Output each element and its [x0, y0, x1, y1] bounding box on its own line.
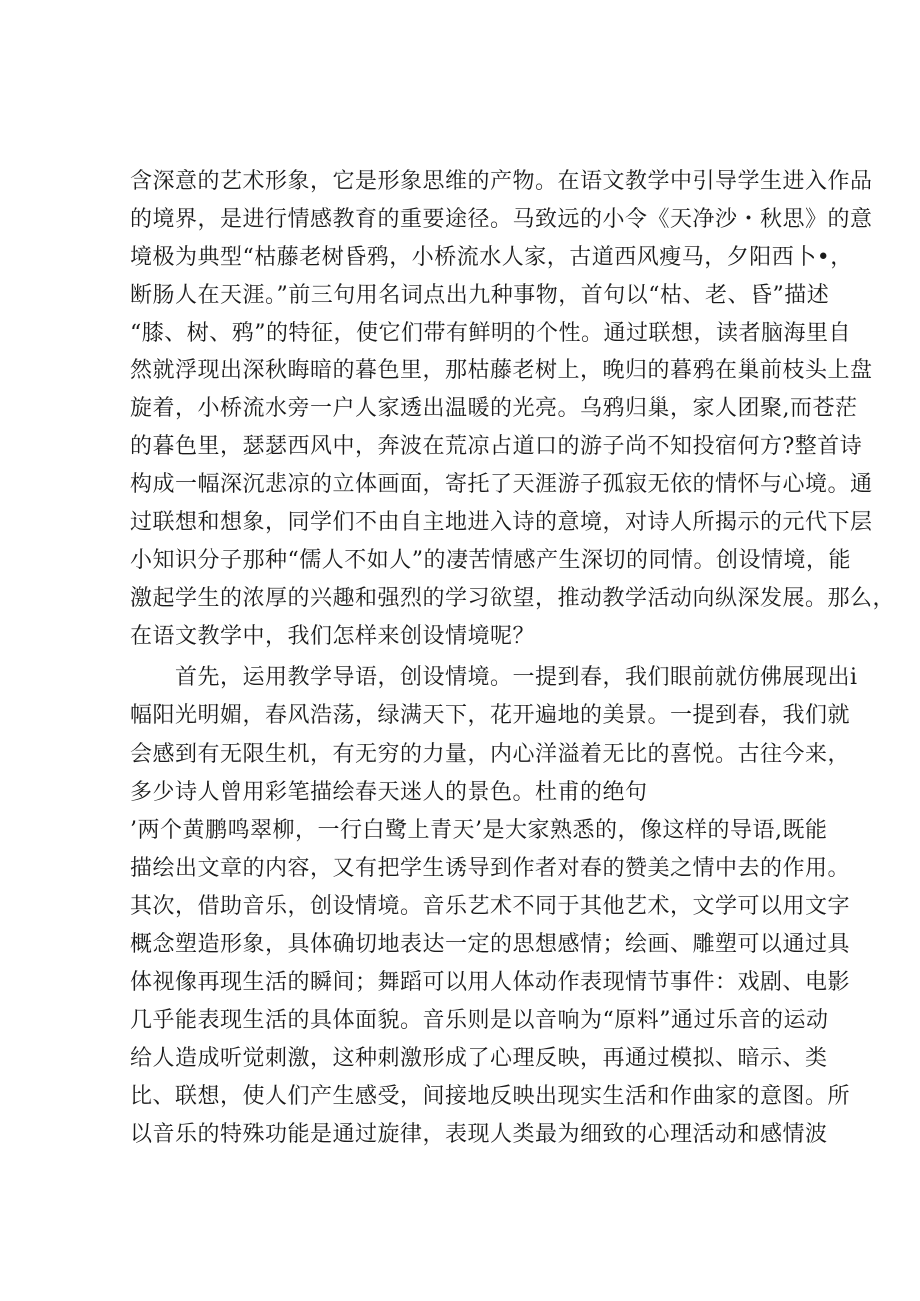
text-line: 的暮色里，瑟瑟西风中，奔波在荒凉占道口的游子尚不知投宿何方?整首诗: [130, 434, 863, 459]
text-line: 的境界，是进行情感教育的重要途径。马致远的小令《天净沙・秋思》的意: [130, 207, 873, 232]
text-line: 比、联想，使人们产生感受，间接地反映出现实生活和作曲家的意图。所: [130, 1084, 851, 1109]
text-line: 多少诗人曾用彩笔描绘春天迷人的景色。杜甫的绝句: [130, 780, 648, 805]
text-line: ’两个黄鹏鸣翠柳，一行白鹭上青天’是大家熟悉的，像这样的导语,既能: [130, 818, 828, 843]
text-line: 描绘出文章的内容，又有把学生诱导到作者对春的赞美之情中去的作用。: [130, 856, 851, 881]
text-line: 过联想和想象，同学们不由自主地进入诗的意境，对诗人所揭示的元代下层: [130, 510, 873, 535]
text-line: 构成一幅深沉悲凉的立体画面，寄托了天涯游子孤寂无依的情怀与心境。通: [130, 472, 873, 497]
text-line: 境极为典型“枯藤老树昏鸦，小桥流水人家，古道西风瘦马，夕阳西卜•，: [130, 245, 853, 270]
text-line: “膝、树、鸦”的特征，使它们带有鲜明的个性。通过联想，读者脑海里自: [130, 321, 851, 346]
text-line: 激起学生的浓厚的兴趣和强烈的学习欲望，推动教学活动向纵深发展。那么，: [130, 586, 896, 611]
text-line: 几乎能表现生活的具体面貌。音乐则是以音响为“原料”通过乐音的运动: [130, 1008, 829, 1033]
text-line: 概念塑造形象，具体确切地表达一定的思想感情；绘画、雕塑可以通过具: [130, 932, 851, 957]
text-line: 给人造成听觉刺激，这种刺激形成了心理反映，再通过模拟、暗示、类: [130, 1046, 828, 1071]
text-line: 旋着，小桥流水旁一户人家透出温暖的光亮。乌鸦归巢，家人团聚,而苍茫: [130, 396, 858, 421]
text-line: 然就浮现出深秋晦暗的暮色里，那枯藤老树上，晚归的暮鸦在巢前枝头上盘: [130, 358, 873, 383]
text-line: 小知识分子那种“儒人不如人”的凄苦情感产生深切的同情。创设情境，能: [130, 548, 851, 573]
text-line: 体视像再现生活的瞬间；舞蹈可以用人体动作表现情节事件：戏剧、电影: [130, 970, 851, 995]
text-line: 会感到有无限生机，有无穷的力量，内心洋溢着无比的喜悦。古往今来，: [130, 742, 851, 767]
text-line: 其次，借助音乐，创设情境。音乐艺术不同于其他艺术，文学可以用文字: [130, 894, 851, 919]
text-line: 幅阳光明媚，春风浩荡，绿满天下，花开遍地的美景。一提到春，我们就: [130, 703, 851, 728]
text-line: 以音乐的特殊功能是通过旋律，表现人类最为细致的心理活动和感情波: [130, 1122, 828, 1147]
text-line: 断肠人在天涯。”前三句用名词点出九种事物，首句以“枯、老、昏”描述: [130, 283, 830, 308]
text-line: 首先，运用教学导语，创设情境。一提到春，我们眼前就仿佛展现出i: [175, 665, 858, 690]
text-line: 含深意的艺术形象，它是形象思维的产物。在语文教学中引导学生进入作品: [130, 169, 873, 194]
text-line: 在语文教学中，我们怎样来创设情境呢？: [130, 624, 536, 649]
